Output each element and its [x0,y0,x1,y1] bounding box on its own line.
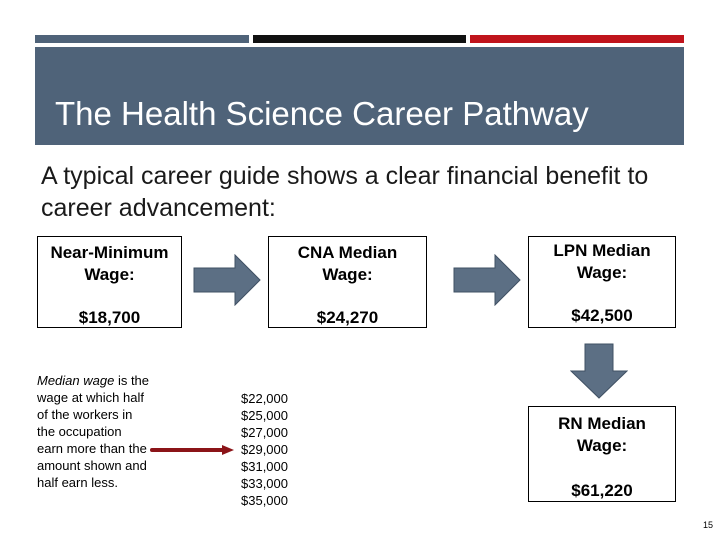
wage-list-item: $29,000 [241,442,288,457]
top-bar-red [470,35,684,43]
lpn-median-wage-value: $42,500 [571,306,633,325]
median-wage-definition: is the wage at which half of the workers in the occupation earn more than the amount shown and half earn less. [37,373,150,490]
median-wage-term: Median wage [37,373,115,388]
cna-median-wage-value: $24,270 [316,308,379,327]
top-bar-slate [35,35,249,43]
wage-list-item: $25,000 [241,408,288,423]
wage-list-item: $22,000 [241,391,288,406]
rn-median-wage-value: $61,220 [571,481,633,500]
title-banner [35,47,684,145]
pointer-arrow-icon [150,440,236,460]
near-minimum-wage-box [37,236,182,328]
right-arrow-icon [193,254,261,306]
lpn-median-wage-label: LPN Median Wage: [553,241,651,282]
wage-list-item: $33,000 [241,476,288,491]
slide-title: The Health Science Career Pathway [55,95,589,132]
lpn-median-wage-box [528,236,676,328]
wage-list-item: $35,000 [241,493,288,508]
wage-list-item: $31,000 [241,459,288,474]
cna-median-wage-box [268,236,427,328]
intro-text: A typical career guide shows a clear financial benefit to career advancement: [41,162,649,222]
median-wage-note [37,372,149,491]
right-arrow-icon [453,254,521,306]
near-minimum-wage-label: Near-Minimum Wage: [50,243,169,284]
rn-median-wage-box [528,406,676,502]
down-arrow-icon [570,343,628,399]
page-number: 15 [703,520,714,530]
cna-median-wage-label: CNA Median Wage: [297,243,398,284]
rn-median-wage-label: RN Median Wage: [558,414,646,455]
wage-list [241,390,288,509]
top-bar-black [253,35,466,43]
wage-list-item: $27,000 [241,425,288,440]
near-minimum-wage-value: $18,700 [78,308,141,327]
